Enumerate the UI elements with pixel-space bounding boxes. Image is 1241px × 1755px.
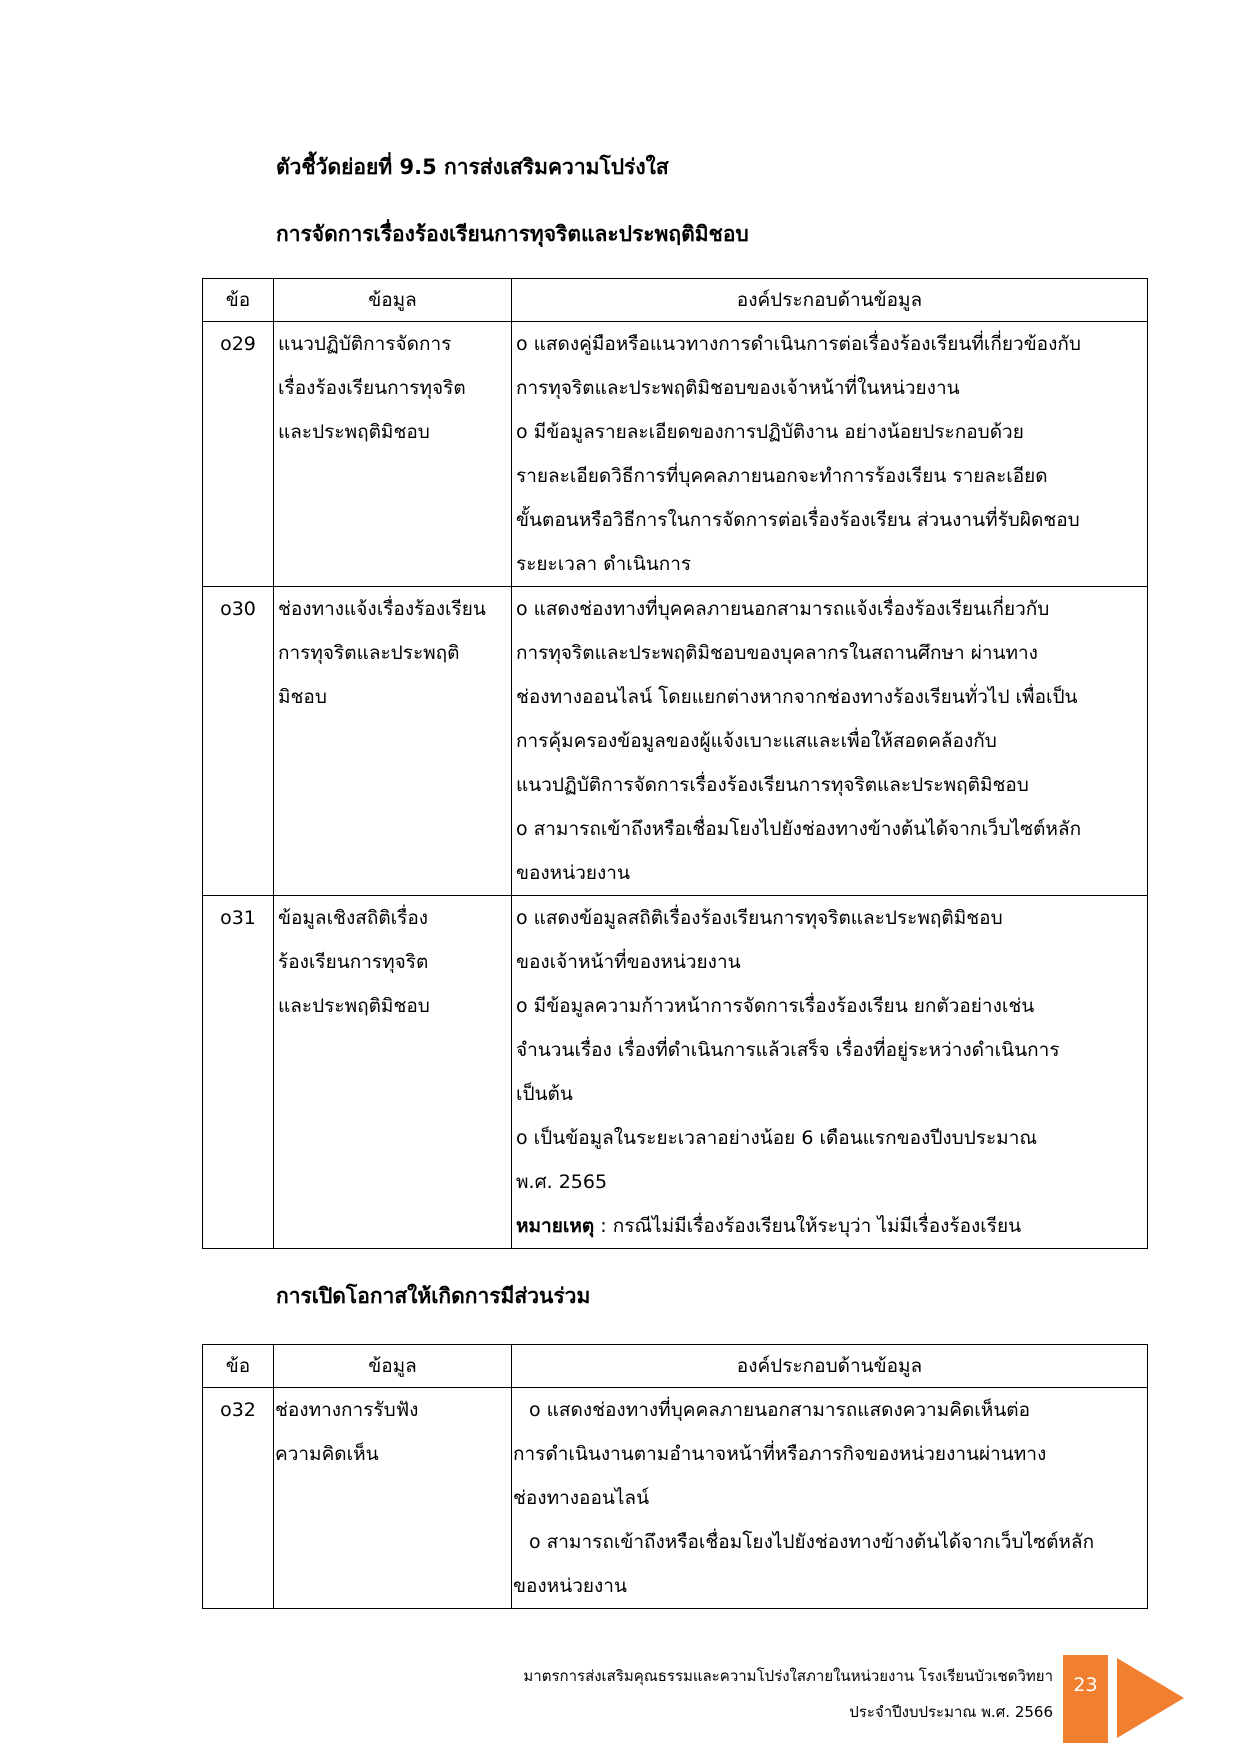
column-header-components: องค์ประกอบด้านข้อมูล [512,1345,1148,1388]
row-components [512,1388,1148,1609]
note-line [516,1204,1143,1248]
component-line: o แสดงข้อมูลสถิติเรื่องร้องเรียนการทุจริตและประพฤติมิชอบ [516,907,1003,929]
complaints-table [202,278,1148,1249]
column-header-no: ข้อ [203,279,274,322]
page-title: ตัวชี้วัดย่อยที่ 9.5 การส่งเสริมความโปร่งใส [276,155,669,179]
table-row [203,322,1148,587]
row-topic [274,322,512,587]
component-line: o แสดงช่องทางที่บุคคลภายนอกสามารถแจ้งเรื่องร้องเรียนเกี่ยวกับ [516,598,1050,620]
component-line: ของเจ้าหน้าที่ของหน่วยงาน [516,951,741,973]
component-line: ช่องทางออนไลน์ [513,1487,650,1509]
topic-line: มิชอบ [278,686,327,708]
row-number: o29 [203,322,274,587]
component-line: ขั้นตอนหรือวิธีการในการจัดการต่อเรื่องร้องเรียน ส่วนงานที่รับผิดชอบ [516,509,1080,531]
topic-line: แนวปฏิบัติการจัดการ [278,333,452,355]
note-label: หมายเหตุ [516,1215,595,1237]
component-line: ของหน่วยงาน [516,862,630,884]
component-line: o มีข้อมูลความก้าวหน้าการจัดการเรื่องร้องเรียน ยกตัวอย่างเช่น [516,995,1035,1017]
component-line: o เป็นข้อมูลในระยะเวลาอย่างน้อย 6 เดือนแรกของปีงบประมาณ [516,1127,1038,1149]
topic-line: ความคิดเห็น [275,1443,379,1465]
component-line: จำนวนเรื่อง เรื่องที่ดำเนินการแล้วเสร็จ เรื่องที่อยู่ระหว่างดำเนินการ [516,1039,1060,1061]
section-heading-complaints: การจัดการเรื่องร้องเรียนการทุจริตและประพฤติมิชอบ [276,222,749,246]
footer-title: มาตรการส่งเสริมคุณธรรมและความโปร่งใสภายในหน่วยงาน โรงเรียนบัวเชดวิทยา [523,1667,1053,1685]
table-row [203,896,1148,1249]
row-number: o31 [203,896,274,1249]
section-heading-participation: การเปิดโอกาสให้เกิดการมีส่วนร่วม [276,1284,591,1308]
component-line: ของหน่วยงาน [513,1575,627,1597]
note-text: : กรณีไม่มีเรื่องร้องเรียนให้ระบุว่า ไม่มีเรื่องร้องเรียน [594,1215,1022,1237]
topic-line: ช่องทางแจ้งเรื่องร้องเรียน [278,598,486,620]
component-line: เป็นต้น [516,1083,573,1105]
column-header-info: ข้อมูล [274,1345,512,1388]
table-row [203,1388,1148,1609]
component-line: o แสดงคู่มือหรือแนวทางการดำเนินการต่อเรื่องร้องเรียนที่เกี่ยวข้องกับ [516,333,1081,355]
component-line: การทุจริตและประพฤติมิชอบของบุคลากรในสถานศึกษา ผ่านทาง [516,642,1038,664]
component-line: o สามารถเข้าถึงหรือเชื่อมโยงไปยังช่องทางข้างต้นได้จากเว็บไซต์หลัก [516,818,1082,840]
component-line: o สามารถเข้าถึงหรือเชื่อมโยงไปยังช่องทางข้างต้นได้จากเว็บไซต์หลัก [529,1531,1095,1553]
row-number: o30 [203,587,274,896]
component-line: รายละเอียดวิธีการที่บุคคลภายนอกจะทำการร้องเรียน รายละเอียด [516,465,1048,487]
component-line: o แสดงช่องทางที่บุคคลภายนอกสามารถแสดงความคิดเห็นต่อ [529,1399,1031,1421]
component-line: ระยะเวลา ดำเนินการ [516,553,692,575]
row-number: o32 [203,1388,274,1609]
component-line: การดำเนินงานตามอำนาจหน้าที่หรือภารกิจของหน่วยงานผ่านทาง [513,1443,1047,1465]
footer-fiscal-year: ประจำปีงบประมาณ พ.ศ. 2566 [849,1703,1053,1721]
column-header-no: ข้อ [203,1345,274,1388]
table-header-row [203,279,1148,322]
topic-line: และประพฤติมิชอบ [278,995,430,1017]
row-components [512,896,1148,1249]
topic-line: และประพฤติมิชอบ [278,421,430,443]
topic-line: ช่องทางการรับฟัง [275,1399,419,1421]
page-arrow-icon [1117,1658,1184,1738]
component-line: แนวปฏิบัติการจัดการเรื่องร้องเรียนการทุจริตและประพฤติมิชอบ [516,774,1029,796]
topic-line: ข้อมูลเชิงสถิติเรื่อง [278,907,429,929]
row-components [512,322,1148,587]
topic-line: เรื่องร้องเรียนการทุจริต [278,377,466,399]
topic-line: ร้องเรียนการทุจริต [278,951,429,973]
column-header-components: องค์ประกอบด้านข้อมูล [512,279,1148,322]
table-row [203,587,1148,896]
page-number: 23 [1063,1655,1108,1743]
column-header-info: ข้อมูล [274,279,512,322]
component-line: o มีข้อมูลรายละเอียดของการปฏิบัติงาน อย่างน้อยประกอบด้วย [516,421,1024,443]
component-line: การทุจริตและประพฤติมิชอบของเจ้าหน้าที่ในหน่วยงาน [516,377,960,399]
row-topic [274,587,512,896]
participation-table [202,1344,1148,1609]
row-topic [274,896,512,1249]
component-line: การคุ้มครองข้อมูลของผู้แจ้งเบาะแสและเพื่อให้สอดคล้องกับ [516,730,997,752]
table-header-row [203,1345,1148,1388]
component-line: พ.ศ. 2565 [516,1171,608,1193]
topic-line: การทุจริตและประพฤติ [278,642,460,664]
row-components [512,587,1148,896]
component-line: ช่องทางออนไลน์ โดยแยกต่างหากจากช่องทางร้องเรียนทั่วไป เพื่อเป็น [516,686,1078,708]
row-topic [274,1388,512,1609]
